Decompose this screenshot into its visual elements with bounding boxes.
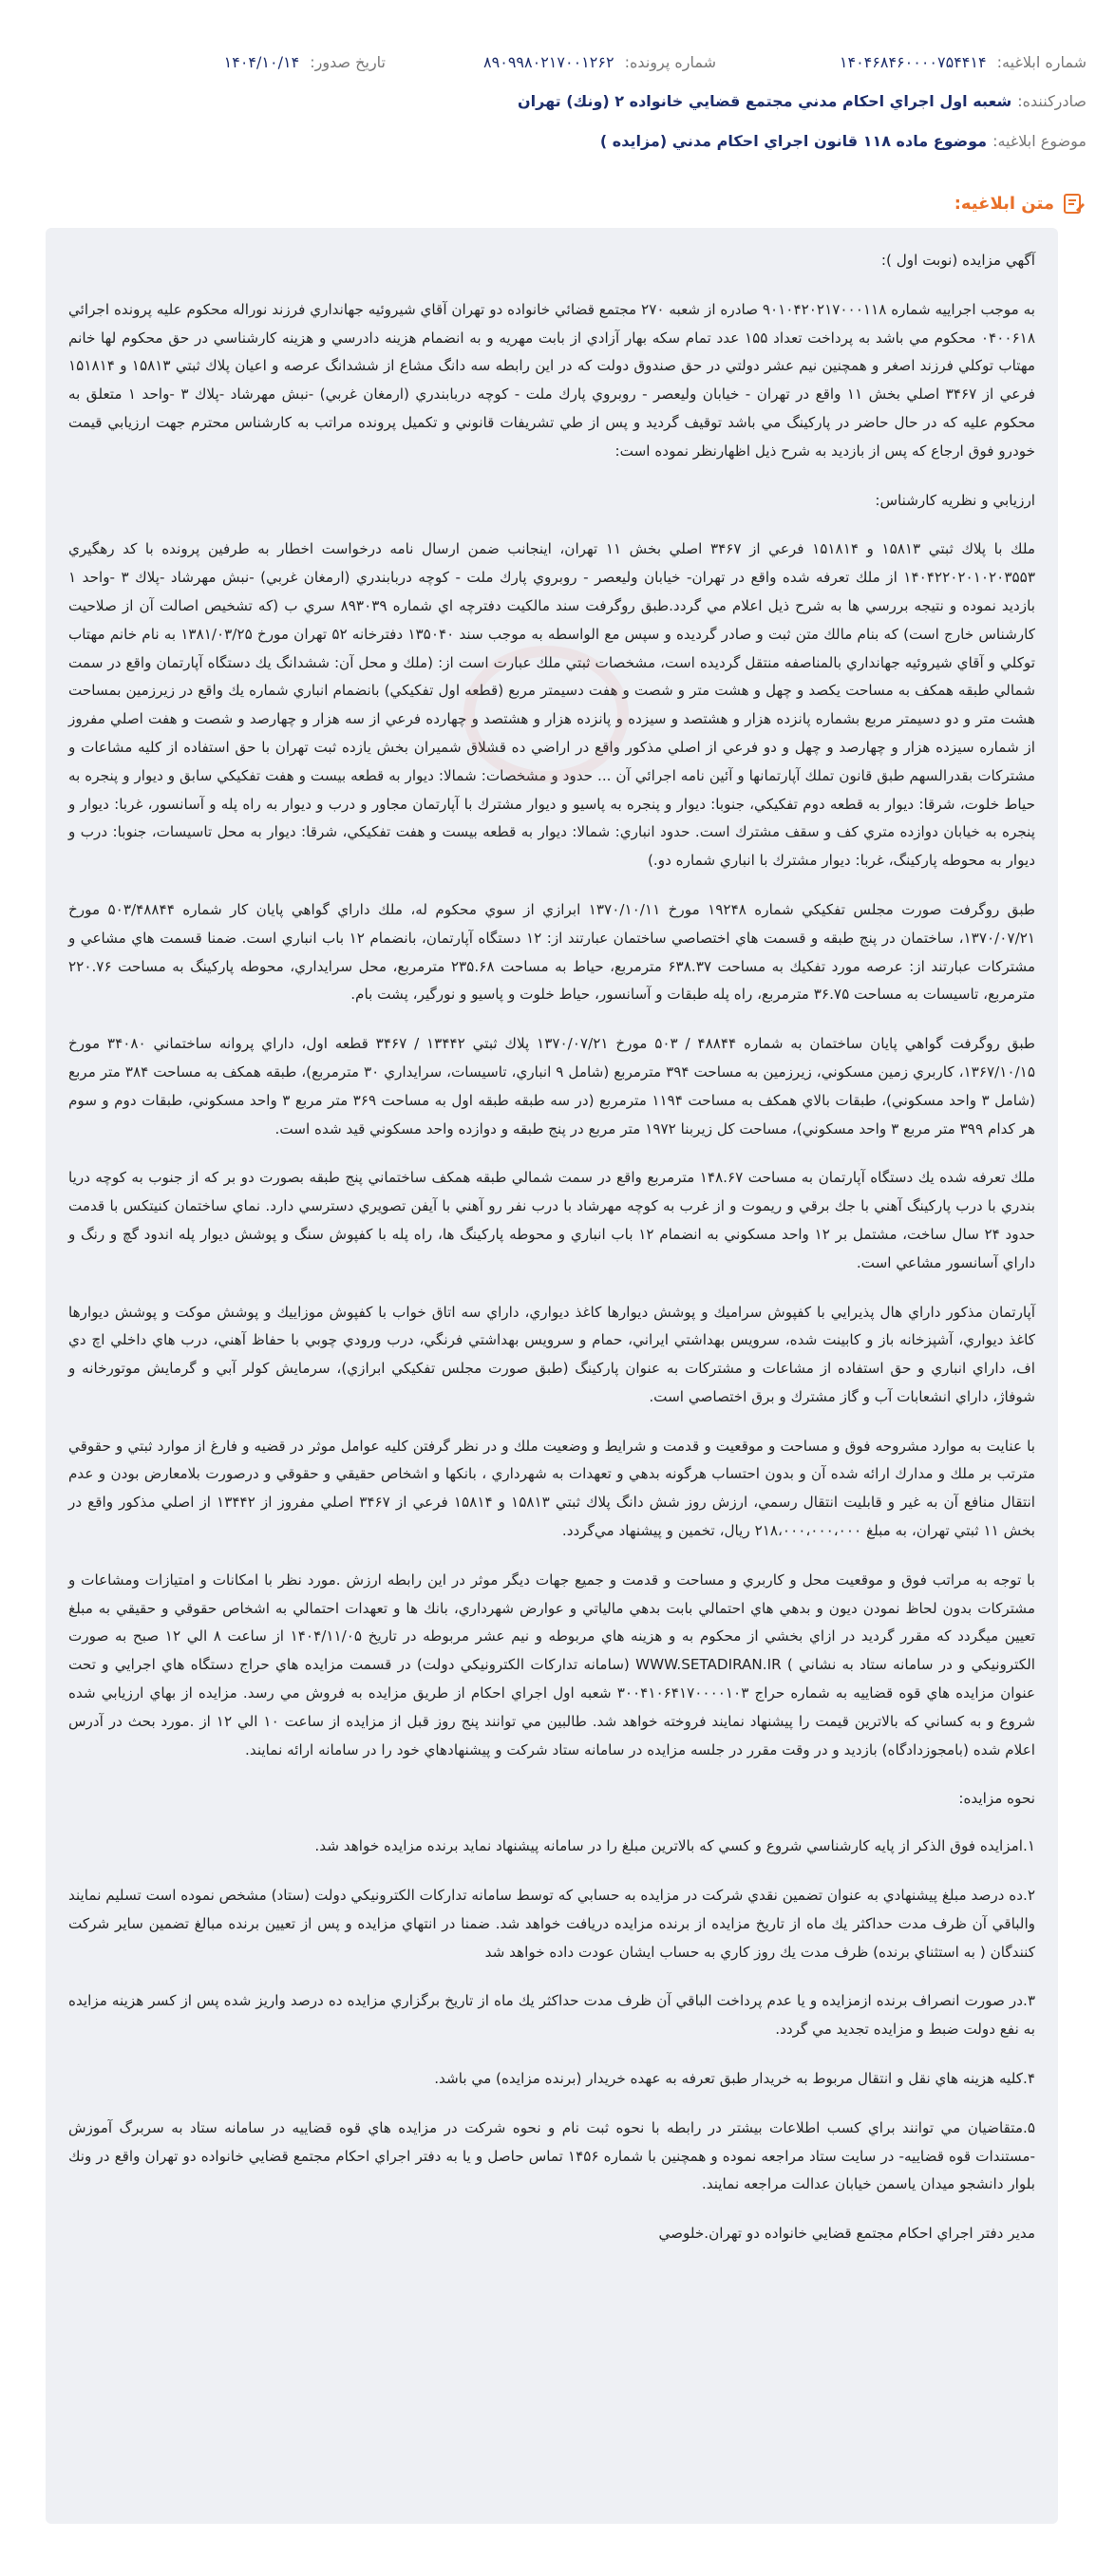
subject-label: موضوع ابلاغیه:	[992, 131, 1087, 150]
header-row-issuer	[28, 82, 1087, 120]
document-edit-icon	[1062, 191, 1087, 216]
header-row-subject	[28, 122, 1087, 160]
issuer-value: شعبه اول اجراي احكام مدني مجتمع قضايي خانواده ۲ (ونك) تهران	[518, 91, 1012, 110]
case-number-value: ۸۹۰۹۹۸۰۲۱۷۰۰۱۲۶۲	[483, 53, 614, 71]
paragraph-title: آگهي مزايده (نوبت اول ):	[880, 252, 1035, 269]
content-heading	[954, 186, 1087, 220]
paragraph-rule-2: ۲.ده درصد مبلغ پيشنهادي به عنوان تضمين نقدي شركت در مزايده به حسابي كه توسط سامانه تداركات الكترونيكي دولت (ستاد) مشخص نموده است تسليم نمايند والباقي آن ظرف مدت حداكثر يك ماه از تاريخ مزايده از برنده مزايده دريافت خواهد شد. ضمنا در انتهاي مزايده و پس از تعيين برنده مبالغ تضمين ساير شركت كنندگان ( به استثناي برنده) ظرف مدت يك روز كاري به حساب ايشان عودت داده خواهد شد	[68, 1887, 1035, 1961]
notice-number-value: ۱۴۰۴۶۸۴۶۰۰۰۰۷۵۴۴۱۴	[839, 53, 987, 71]
paragraph-valuation: با عنايت به موارد مشروحه فوق و مساحت و موقعيت و قدمت و شرايط و وضعيت ملك و در نظر گرفتن كليه عوامل موثر در قضيه و فارغ از موارد ثبتي و حقوقي مترتب بر ملك و مدارك ارائه شده آن و بدون احتساب هرگونه بدهي و تعهدات به شهرداري ، بانكها و اشخاص حقيقي و حقوقي و درصورت بلامعارض بودن و عدم انتقال منافع آن به غير و قابليت انتقال رسمي، ارزش روز شش دانگ پلاك ثبتي ۱۵۸۱۳ و ۱۵۸۱۴ فرعي از ۳۴۶۷ اصلي مفروز از ۱۳۴۴۲ از اصلي مذكور واقع در بخش ۱۱ ثبتي تهران، به مبلغ ۲۱۸،۰۰۰،۰۰۰،۰۰۰ ريال، تخمين و پيشنهاد مي‌گردد.	[68, 1437, 1035, 1540]
issue-date	[224, 44, 386, 82]
issuer-label: صادرکننده:	[1017, 91, 1087, 110]
paragraph-rule-1: ۱.امزايده فوق الذكر از پايه كارشناسي شروع و كسي كه بالاترين مبلغ را در سامانه پيشنهاد نمايد برنده مزايده خواهد شد.	[314, 1837, 1035, 1855]
subject-value: موضوع ماده ۱۱۸ قانون اجراي احكام مدني (مزايده )	[599, 131, 988, 150]
paragraph-completion-certificate: طبق روگرفت گواهي پايان ساختمان به شماره ۴۸۸۴۴ / ۵۰۳ مورخ ۱۳۷۰/۰۷/۲۱ پلاك ثبتي ۱۳۴۴۲ / ۳۴۶۷ قطعه اول، داراي پروانه ساختماني ۳۴۰۸۰ مورخ ۱۳۶۷/۱۰/۱۵، كاربري زمين مسكوني، زيرزمين به مساحت ۳۹۴ مترمربع (شامل ۹ انباري، تاسيسات، سرايداري ۳۰ مترمربع)، طبقه همكف به مساحت ۳۸۴ متر مربع (شامل ۳ واحد مسكوني)، طبقات بالاي همكف به مساحت ۱۱۹۴ مترمربع (در سه طبقه طبقه اول به مساحت ۳۶۹ متر مربع ۳ واحد مسكوني، طبقات دوم و سوم هر كدام ۳۹۹ متر مربع ۳ واحد مسكوني)، مساحت كل زيربنا ۱۹۷۲ متر مربع در پنج طبقه و دوازده واحد مسكوني قيد شده است.	[68, 1035, 1036, 1138]
notice-number-label: شماره ابلاغیه:	[996, 53, 1087, 71]
notice-body	[46, 228, 1058, 2524]
paragraph-separation-minutes: طبق روگرفت صورت مجلس تفكيكي شماره ۱۹۲۴۸ مورخ ۱۳۷۰/۱۰/۱۱ ابرازي از سوي محكوم له، ملك داراي گواهي پايان كار شماره ۵۰۳/۴۸۸۴۴ مورخ ۱۳۷۰/۰۷/۲۱، ساختمان در پنج طبقه و قسمت هاي اختصاصي ساختمان عبارتند از: ۱۲ دستگاه آپارتمان، بانضمام ۱۲ باب انباري است. ضمنا قسمت هاي مشاعي و مشتركات عبارتند از: عرصه مورد تفكيك به مساحت ۶۳۸.۳۷ مترمربع، حياط به مساحت ۲۳۵.۶۸ مترمربع، محل سرايداري، محوطه پاركينگ به مساحت ۲۲۰.۷۶ مترمربع، تاسيسات به مساحت ۳۶.۷۵ مترمربع، راه پله طبقات و آسانسور، حياط خلوت و پاسيو و نورگير، پشت بام.	[68, 900, 1036, 1004]
paragraph-signature: مدير دفتر اجراي احكام مجتمع قضايي خانواده دو تهران.خلوصي	[658, 2225, 1035, 2243]
paragraph-auction-method-heading: نحوه مزايده:	[958, 1790, 1035, 1808]
paragraph-intro: به موجب اجراييه شماره ۹۰۱۰۴۲۰۲۱۷۰۰۰۱۱۸ صادره از شعبه ۲۷۰ مجتمع قضائي خانواده دو تهران آقاي شيروئيه جهانداري فرزند نوراله محكوم عليه پرونده اجرائي ۰۴۰۰۶۱۸ محكوم مي باشد به پرداخت تعداد ۱۵۵ عدد تمام سكه بهار آزادي از بابت مهريه و به انضمام هزينه دادرسي و هزينه كارشناسي در حق محكوم لها خانم مهتاب توكلي فرزند اصغر و همچنين نيم عشر دولتي در حق صندوق دولت كه در اين رابطه سه دانگ مشاع از ششدانگ عرصه و اعيان پلاك ثبتي ۱۵۸۱۳ و ۱۵۱۸۱۴ فرعي از ۳۴۶۷ اصلي بخش ۱۱ واقع در تهران - خيابان وليعصر - روبروي پارك ملت - كوچه دربابندري (ارمغان غربي) -نبش مهرشاد -پلاك ۳ -واحد ۱ متعلق به محكوم عليه كه در حال حاضر در پاركينگ مي باشد توقيف گرديد و پس از طي تشريفات قانوني و تكميل پرونده مراتب به كارشناس محترم جهت ارزيابي قيمت خودرو فوق ارجاع كه پس از بازديد به شرح ذيل اظهارنظر نموده است:	[68, 300, 1036, 460]
paragraph-apartment-features: آپارتمان مذكور داراي هال پذيرايي با كفپوش سراميك و پوشش ديوارها كاغذ ديواري، داراي سه اتاق خواب با كفپوش موزاييك و پوشش موكت و پوشش ديوارها كاغذ ديواري، آشپزخانه باز و كابينت شده، سرويس بهداشتي ايراني، حمام و سرويس بهداشتي فرنگي، درب ورودي چوبي با حفاظ آهني، درب هاي داخلي اچ دي اف، داراي انباري و حق استفاده از مشاعات و مشتركات به عنوان پاركينگ (طبق صورت مجلس تفكيكي ابرازي)، سرمايش كولر آبي و گرمايش موتورخانه و شوفاژ، داراي انشعابات آب و گاز مشترك و برق اختصاصي است.	[68, 1303, 1035, 1405]
paragraph-auction-details: با توجه به مراتب فوق و موقعيت محل و كاربري و مساحت و قدمت و جميع جهات ديگر موثر در اين رابطه ارزش .مورد نظر با امكانات و امتيازات ومشاعات و مشتركات بدون لحاظ نمودن ديون و بدهي هاي احتمالي بابت بدهي مالياتي و عوارض شهرداري، بانك ها و تعهدات احتمالي به اشخاص حقوقي و حقيقي به مبلغ تعيين ميگردد كه مقرر گرديد در ازاي بخشي از محكوم به و هزينه هاي مربوطه و نيم عشر مربوطه در تاريخ ۱۴۰۴/۱۱/۰۵ از ساعت ۸ الي ۱۲ صبح به صورت الكترونيكي و در سامانه ستاد به نشاني ) WWW.SETADIRAN.IR (سامانه تداركات الكترونيكي دولت) در قسمت مزايده هاي حراج دستگاه هاي اجرايي و تحت عنوان مزايده هاي قوه قضاييه به شماره حراج ۳۰۰۴۱۰۶۴۱۷۰۰۰۰۱۰۳ شعبه اول اجراي احكام از طريق مزايده به فروش مي رسد. مزايده از بهاي ارزيابي شده شروع و به كساني كه بالاترين قيمت را پيشنهاد نمايند فروخته خواهد شد. طالبين مي توانند پنج روز قبل از مزايده از ساعت ۱۰ الي ۱۲ از .مورد بحث در آدرس اعلام شده (بامجوزدادگاه) بازديد و در وقت مقرر در جلسه مزايده در سامانه ستاد شركت و پيشنهادهاي خود را در سامانه ارائه نمايند.	[68, 1570, 1036, 1758]
paragraph-rule-4: ۴.كليه هزينه هاي نقل و انتقال مربوط به خريدار طبق تعرفه به عهده خريدار (برنده مزايده) مي باشد.	[434, 2070, 1035, 2088]
paragraph-rule-3: ۳.در صورت انصراف برنده ازمزايده و يا عدم پرداخت الباقي آن ظرف مدت حداكثر يك ماه از تاريخ برگزاري مزايده ده درصد واريز شده پس از كسر هزينه مزايده به نفع دولت ضبط و مزايده تجديد مي گردد.	[68, 1992, 1035, 2039]
case-number	[483, 44, 716, 82]
issue-date-label: تاریخ صدور:	[310, 53, 386, 71]
notice-number	[840, 44, 1087, 82]
case-number-label: شماره پرونده:	[624, 53, 716, 71]
paragraph-expert-heading: ارزيابي و نظريه كارشناس:	[875, 491, 1035, 509]
paragraph-rule-5: ۵.متقاضيان مي توانند براي كسب اطلاعات بيشتر در رابطه با نحوه ثبت نام و نحوه شركت در مزايده هاي قوه قضاييه در سامانه ستاد به سربرگ آموزش -مستندات قوه قضاييه- در سايت ستاد مراجعه نموده و همچنين با شماره ۱۴۵۶ تماس حاصل و يا به دفتر اجراي احكام مجتمع قضايي خانواده دو تهران واقع در ونك بلوار دانشجو ميدان ياسمن خيابان عدالت مراجعه نمايند.	[68, 2118, 1035, 2193]
header-row-1	[28, 44, 1087, 82]
paragraph-registration: ملك با پلاك ثبتي ۱۵۸۱۳ و ۱۵۱۸۱۴ فرعي از ۳۴۶۷ اصلي بخش ۱۱ تهران، اينجانب ضمن ارسال نامه درخواست اخطار به طرفين پرونده با كد رهگيري ۱۴۰۴۲۲۰۲۰۱۰۲۰۳۵۵۳ از ملك تعرفه شده واقع در تهران- خيابان وليعصر - روبروي پارك ملت - كوچه دربابندري (ارمغان غربي) -نبش مهرشاد -پلاك ۳ -واحد ۱ بازديد نموده و نتيجه بررسي ها به شرح ذيل اعلام مي گردد.طبق روگرفت سند مالكيت دفترچه اي شماره ۸۹۳۰۳۹ سري ب (كه تشخيص اصالت آن از صلاحيت كارشناس خارج است) كه بنام مالك متن ثبت و صادر گرديده و سپس مع الواسطه به موجب سند ۱۳۵۰۴۰ دفترخانه ۵۲ تهران مورخ ۱۳۸۱/۰۳/۲۵ به نام خانم مهتاب توكلي و آقاي شيروئيه جهانداري بالمناصفه منتقل گرديده است، مشخصات ثبتي ملك عبارت است از: (ملك و محل آن: ششدانگ يك دستگاه آپارتمان واقع در سمت شمالي طبقه همكف به مساحت يكصد و چهل و هشت متر و شصت و هفت دسيمتر مربع (قطعه اول تفكيكي) بانضمام انباري شماره يك واقع در زيرزمين بمساحت هشت متر و دو دسيمتر مربع بشماره پانزده هزار و هشتصد و سيزده و پانزده هزار و هشتصد و چهارده فرعي از سه هزار و چهارصد و شصت و هفت اصلي مفروز از شماره سيزده هزار و چهارصد و چهل و دو فرعي از اصلي مذكور واقع در اراضي ده قشلاق شميران بخش يازده ثبت تهران با حق استفاده از كليه مشاعات و مشتركات بقدرالسهم طبق قانون تملك آپارتمانها و آئين نامه اجرائي آن ... حدود و مشخصات: شمالا: ديوار به قطعه بيست و هفت تفكيكي سابق و ديوار و پنجره به حياط خلوت، شرقا: ديوار به قطعه دوم تفكيكي، جنوبا: ديوار و پنجره به پاسيو و ديوار مشترك با آپارتمان مجاور و درب و ديوار به راه پله و آسانسور، غربا: ديوار و پنجره به خيابان دوازده متري كف و سقف مشترك است. حدود انباري: شمالا: ديوار به قطعه بيست و هفت تفكيكي، شرقا: ديوار به محل تاسيسات، جنوبا: درب و ديوار به محوطه پاركينگ، غربا: ديوار مشترك با انباري شماره دو.)	[68, 540, 1035, 870]
paragraph-property-description: ملك تعرفه شده يك دستگاه آپارتمان به مساحت ۱۴۸.۶۷ مترمربع واقع در سمت شمالي طبقه همكف ساختماني پنج طبقه بصورت دو بر كه از جنوب به كوچه دريا بندري با درب پاركينگ آهني با جك برقي و ريموت و از غرب به كوچه مهرشاد با درب نفر رو آهني با آيفن تصويري دسترسي دارد. نماي ساختمان كنيتكس با قدمت حدود ۲۴ سال ساخت، مشتمل بر ۱۲ واحد مسكوني به انضمام ۱۲ باب انباري و محوطه پاركينگ ها، راه پله با كفپوش سنگ و پوشش ديوار پله اندود گچ و رنگ و داراي آسانسور مشاعي است.	[68, 1169, 1035, 1271]
content-heading-text: متن ابلاغیه:	[954, 193, 1054, 214]
issue-date-value: ۱۴۰۴/۱۰/۱۴	[223, 53, 300, 71]
